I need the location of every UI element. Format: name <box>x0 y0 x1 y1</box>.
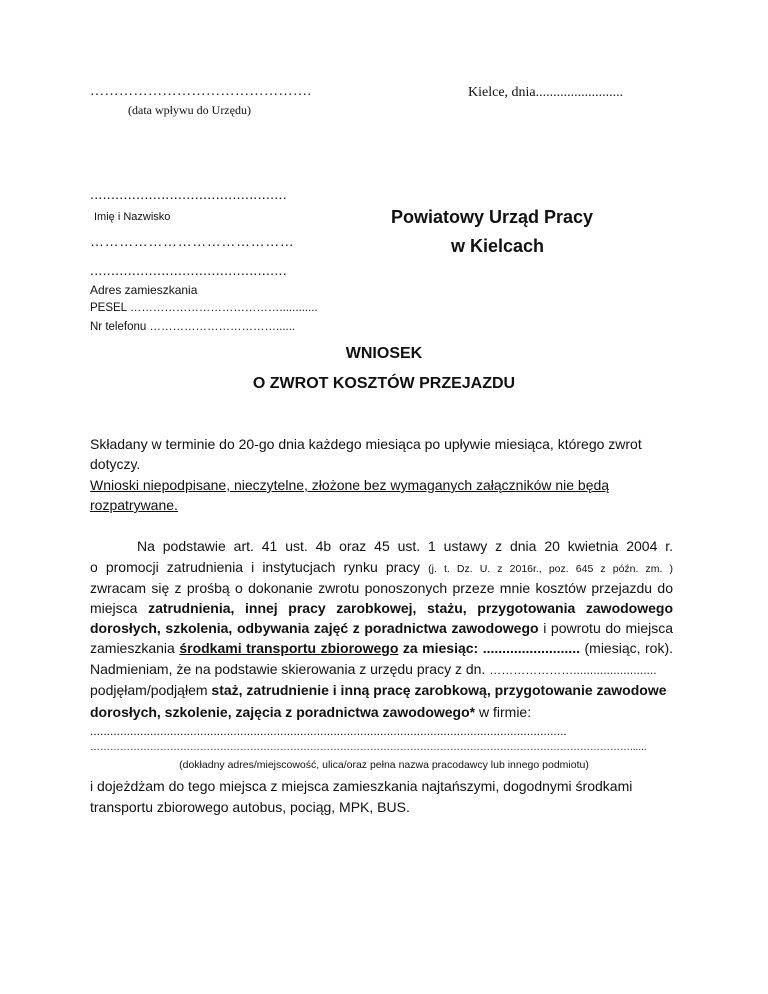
body-line-5 <box>90 620 673 636</box>
address-field-line-2[interactable]: ............................................... <box>90 262 287 278</box>
referral-date-field[interactable]: …………………......................... <box>489 663 657 677</box>
date-received-field[interactable]: ………………………………………. <box>90 84 312 99</box>
employment-types-bold-2: dorosłych, szkolenia, odbywania zajęć z poradnictwa zawodowego <box>90 620 539 636</box>
body-line-8 <box>90 682 667 698</box>
body-line-6 <box>90 640 673 656</box>
body-line-2 <box>90 559 673 575</box>
body-line-10: i dojeżdżam do tego miejsca z miejsca zamieszkania najtańszymi, dogodnymi środkami <box>90 778 633 794</box>
body-line-7-text: Nadmieniam, że na podstawie skierowania z urzędu pracy z dn. <box>90 661 486 677</box>
city-date-field[interactable]: Kielce, dnia......................... <box>468 85 624 100</box>
notice-text-line-1: Składany w terminie do 20-go dnia każdego miesiąca po upływie miesiąca, którego zwrot <box>90 436 642 452</box>
notice-text-line-2: dotyczy. <box>90 456 141 472</box>
for-month-label: za miesiąc: <box>402 640 479 656</box>
name-label: Imię i Nazwisko <box>94 211 171 223</box>
name-field[interactable]: ............................................... <box>90 186 287 202</box>
address-field-line-1[interactable]: …………………………………… <box>90 233 295 249</box>
notice-warning-line-1: Wnioski niepodpisane, nieczytelne, złożone bez wymaganych załączników nie będą <box>90 477 610 493</box>
pesel-field[interactable]: PESEL …………………………………............ <box>90 302 318 314</box>
legal-citation: (j. t. Dz. U. z 2016r., poz. 645 z późn. zm. ) <box>428 563 673 575</box>
body-line-7 <box>90 661 673 677</box>
body-line-6-text: zamieszkania <box>90 640 175 656</box>
notice-warning-line-2: rozpatrywane. <box>90 497 178 513</box>
employment-types-bold: zatrudnienia, innej pracy zarobkowej, stażu, przygotowania zawodowego <box>148 600 673 616</box>
transport-means-bold: środkami transportu zbiorowego <box>179 640 399 656</box>
body-line-9 <box>90 704 531 720</box>
body-line-3: zwracam się z prośbą o dokonanie zwrotu ponoszonych przeze mnie kosztów przejazdu do <box>90 580 673 596</box>
document-title: WNIOSEK <box>345 345 423 362</box>
body-line-1: Na podstawie art. 41 ust. 4b oraz 45 ust. 1 ustawy z dnia 20 kwietnia 2004 r. <box>137 538 673 554</box>
employer-field-line-2[interactable]: ………………………………………………………………………………………………………………………………………………...... <box>90 742 647 753</box>
undertaken-activity-bold: staż, zatrudnienie i inną pracę zarobkową, przygotowanie zawodowe <box>211 682 667 698</box>
body-line-5-text: i powrotu do miejsca <box>543 620 673 636</box>
in-company-label: w firmie: <box>479 704 532 720</box>
body-line-2-text: o promocji zatrudnienia i instytucjach rynku pracy <box>90 559 421 575</box>
date-received-label: (data wpływu do Urzędu) <box>128 103 251 117</box>
body-line-4 <box>90 600 673 616</box>
phone-field[interactable]: Nr telefonu ……………………………...... <box>90 321 296 333</box>
employer-field-line-1[interactable]: ............................................................................................................................................... <box>90 724 567 738</box>
body-line-11: transportu zbiorowego autobus, pociąg, MPK, BUS. <box>90 799 410 815</box>
recipient-office-name: Powiatowy Urząd Pracy <box>391 207 594 227</box>
recipient-office-city: w Kielcach <box>451 236 545 256</box>
body-line-8-text: podjęłam/podjąłem <box>90 682 208 698</box>
address-label: Adres zamieszkania <box>90 283 198 297</box>
month-year-field[interactable]: ......................... <box>482 640 580 656</box>
body-line-4-text: miejsca <box>90 600 138 616</box>
undertaken-activity-bold-2: dorosłych, szkolenie, zajęcia z poradnictwa zawodowego* <box>90 704 476 720</box>
employer-field-label: (dokładny adres/miejscowość, ulica/oraz pełna nazwa pracodawcy lub innego podmiotu) <box>179 759 589 771</box>
month-year-hint: (miesiąc, rok). <box>584 640 674 656</box>
document-subtitle: O ZWROT KOSZTÓW PRZEJAZDU <box>252 375 516 392</box>
